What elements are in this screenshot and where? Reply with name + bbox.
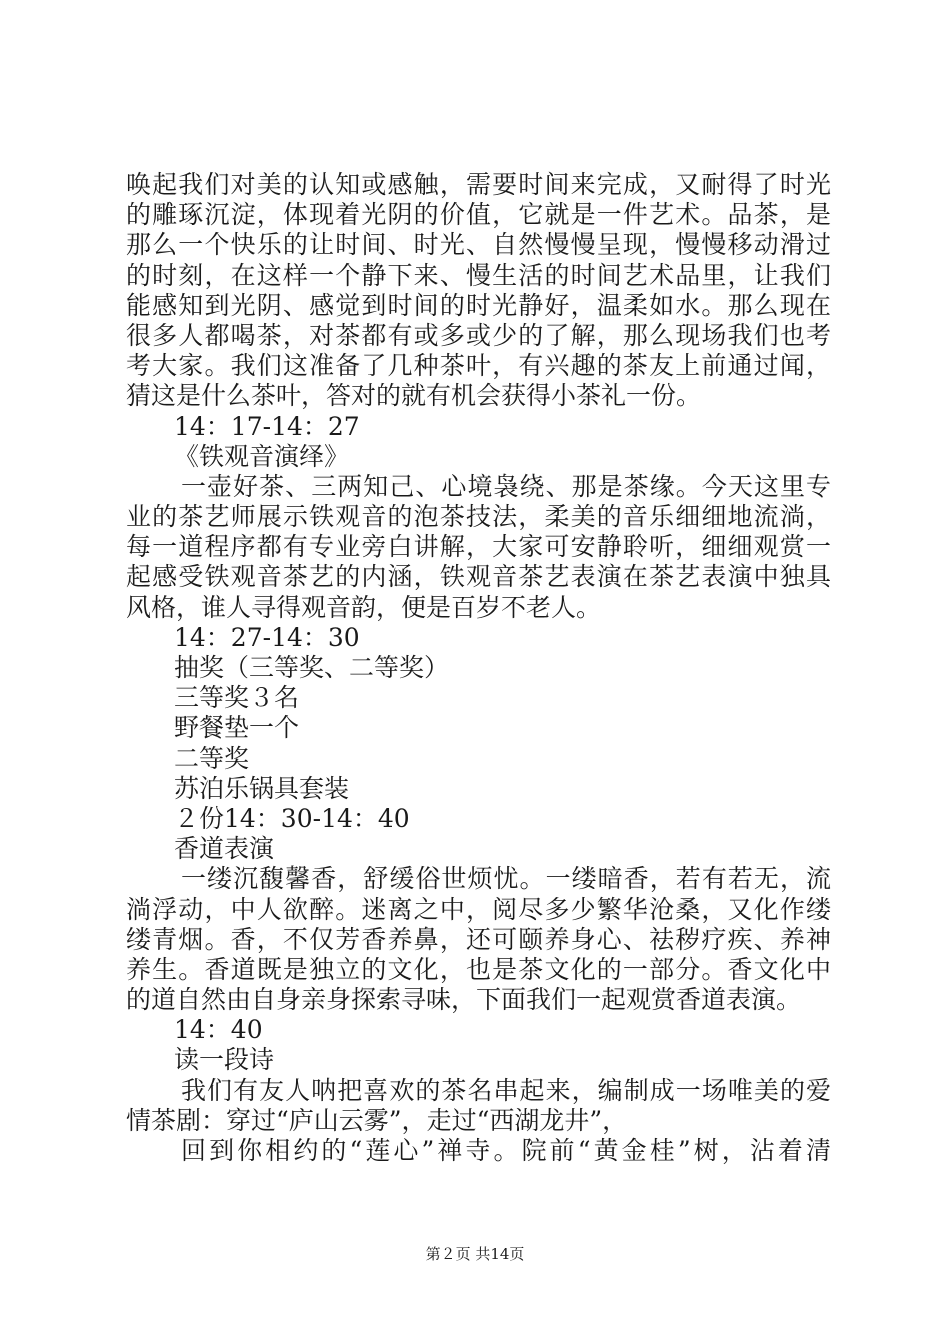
text-line: 养生。香道既是独立的文化，也是茶文化的一部分。香文化中	[126, 954, 831, 984]
text-line: 的时刻，在这样一个静下来、慢生活的时间艺术品里，让我们	[126, 260, 831, 290]
text-line: 14：40	[174, 1015, 263, 1045]
page-footer: 第２页 共14页	[425, 1245, 525, 1263]
text-line: 14：17-14：27	[174, 411, 360, 441]
text-line: 我们有友人呐把喜欢的茶名串起来，编制成一场唯美的爱	[181, 1075, 831, 1105]
text-line: 考大家。我们这准备了几种茶叶，有兴趣的茶友上前通过闻，	[126, 351, 831, 381]
text-line: 唤起我们对美的认知或感触，需要时间来完成，又耐得了时光	[126, 170, 831, 199]
text-line: 猜这是什么茶叶，答对的就有机会获得小茶礼一份。	[126, 381, 702, 411]
text-line: 缕青烟。香，不仅芳香养鼻，还可颐养身心、祛秽疗疾、养神	[126, 924, 831, 954]
text-line: 业的茶艺师展示铁观音的泡茶技法，柔美的音乐细细地流淌，	[126, 502, 831, 532]
text-line: 读一段诗	[174, 1045, 275, 1075]
text-line: 14：27-14：30	[174, 622, 360, 652]
text-line: 野餐垫一个	[174, 713, 300, 743]
text-line: 每一道程序都有专业旁白讲解，大家可安静聆听，细细观赏一	[126, 532, 831, 562]
text-line: 的雕琢沉淀，体现着光阴的价值，它就是一件艺术。品茶，是	[126, 200, 831, 230]
text-line: 风格，谁人寻得观音韵，便是百岁不老人。	[126, 592, 602, 622]
document-body	[126, 170, 831, 1166]
text-line: 回到你相约的“莲心”禅寺。院前“黄金桂”树，沾着清	[181, 1136, 831, 1165]
text-line: 香道表演	[174, 834, 275, 864]
text-line: ２份14：30-14：40	[174, 803, 410, 833]
text-line: 《铁观音演绎》	[174, 441, 350, 471]
text-line: 那么一个快乐的让时间、时光、自然慢慢呈现，慢慢移动滑过	[126, 230, 831, 260]
text-line: 起感受铁观音茶艺的内涵，铁观音茶艺表演在茶艺表演中独具	[126, 562, 831, 592]
text-line: 苏泊乐锅具套装	[174, 773, 350, 803]
text-line: 很多人都喝茶，对茶都有或多或少的了解，那么现场我们也考	[126, 320, 831, 350]
text-line: 一壶好茶、三两知己、心境袅绕、那是茶缘。今天这里专	[181, 471, 831, 501]
text-line: 二等奖	[174, 743, 250, 773]
text-line: 能感知到光阴、感觉到时间的时光静好，温柔如水。那么现在	[126, 290, 831, 320]
text-line: 情茶剧：穿过“庐山云雾”，走过“西湖龙井”，	[126, 1105, 628, 1135]
text-line: 三等奖３名	[174, 683, 300, 713]
text-line: 一缕沉馥馨香，舒缓俗世烦忧。一缕暗香，若有若无，流	[181, 864, 831, 894]
text-line: 淌浮动，中人欲醉。迷离之中，阅尽多少繁华沧桑，又化作缕	[126, 894, 831, 924]
text-line: 抽奖（三等奖、二等奖）	[174, 653, 450, 682]
text-line: 的道自然由自身亲身探索寻味，下面我们一起观赏香道表演。	[126, 985, 802, 1015]
